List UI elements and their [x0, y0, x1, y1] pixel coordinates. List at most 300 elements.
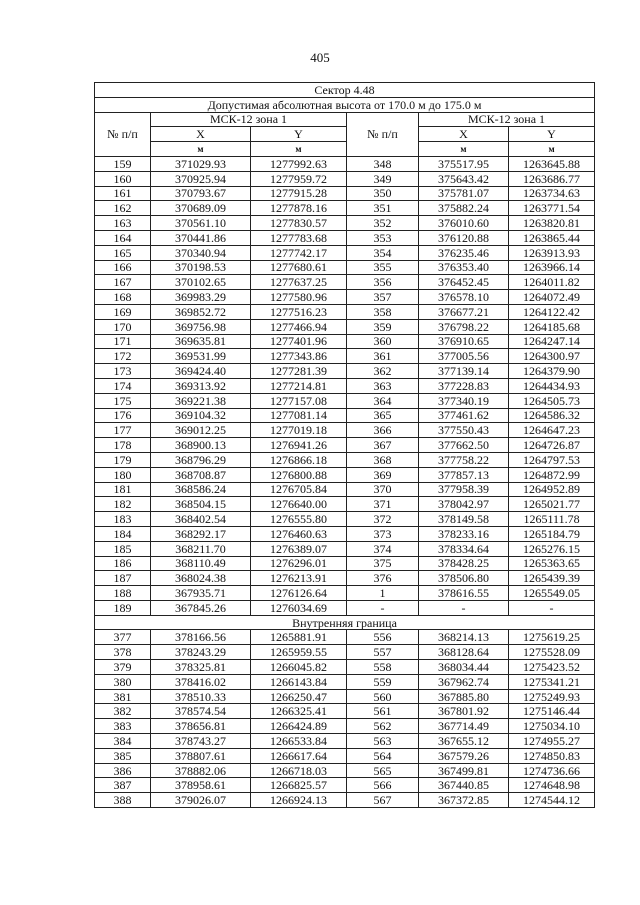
table-cell: 378334.64	[419, 541, 509, 556]
table-cell: 367655.12	[419, 734, 509, 749]
table-cell: 386	[95, 763, 151, 778]
table-cell: 1277281.39	[251, 364, 347, 379]
table-cell: 377958.39	[419, 482, 509, 497]
inner-boundary-title: Внутренняя граница	[95, 615, 595, 630]
table-cell: 1274850.83	[509, 748, 595, 763]
table-cell: 1264122.42	[509, 304, 595, 319]
table-cell: 376010.60	[419, 216, 509, 231]
table-cell: 1	[347, 586, 419, 601]
table-row	[95, 393, 595, 408]
table-cell: 163	[95, 216, 151, 231]
table-cell: 1276389.07	[251, 541, 347, 556]
table-cell: 562	[347, 719, 419, 734]
table-cell: 368110.49	[151, 556, 251, 571]
table-cell: 1276640.00	[251, 497, 347, 512]
table-cell: 564	[347, 748, 419, 763]
table-cell: 370793.67	[151, 186, 251, 201]
table-row	[95, 793, 595, 808]
table-row	[95, 512, 595, 527]
table-cell: 1277466.94	[251, 319, 347, 334]
table-cell: 378149.58	[419, 512, 509, 527]
table-row	[95, 186, 595, 201]
table-cell: 375882.24	[419, 201, 509, 216]
table-cell: 378807.61	[151, 748, 251, 763]
table-cell: 368128.64	[419, 645, 509, 660]
table-row	[95, 689, 595, 704]
table-cell: 368292.17	[151, 526, 251, 541]
table-cell: 1266825.57	[251, 778, 347, 793]
table-row	[95, 171, 595, 186]
table-cell: 369104.32	[151, 408, 251, 423]
table-cell: 367801.92	[419, 704, 509, 719]
table-cell: 1266924.13	[251, 793, 347, 808]
col-header-no-left: № п/п	[95, 112, 151, 156]
height-range-title: Допустимая абсолютная высота от 170.0 м до 175.0 м	[95, 97, 595, 112]
table-cell: 1264434.93	[509, 378, 595, 393]
table-cell: 1264952.89	[509, 482, 595, 497]
table-cell: 160	[95, 171, 151, 186]
table-row	[95, 230, 595, 245]
table-cell: 1277742.17	[251, 245, 347, 260]
table-row	[95, 674, 595, 689]
table-cell: 367499.81	[419, 763, 509, 778]
table-cell: 367962.74	[419, 674, 509, 689]
table-cell: 1276705.84	[251, 482, 347, 497]
table-cell: 376677.21	[419, 304, 509, 319]
table-cell: 367579.26	[419, 748, 509, 763]
table-cell: 367372.85	[419, 793, 509, 808]
table-cell: 1264247.14	[509, 334, 595, 349]
table-cell: 367440.85	[419, 778, 509, 793]
table-cell: 169	[95, 304, 151, 319]
table-cell: 353	[347, 230, 419, 245]
table-cell: 363	[347, 378, 419, 393]
table-row	[95, 364, 595, 379]
table-cell: 351	[347, 201, 419, 216]
table-cell: 175	[95, 393, 151, 408]
table-cell: 176	[95, 408, 151, 423]
table-row	[95, 497, 595, 512]
table-cell: 563	[347, 734, 419, 749]
table-cell: 1276555.80	[251, 512, 347, 527]
table-cell: 1277992.63	[251, 156, 347, 171]
table-cell: 352	[347, 216, 419, 231]
table-cell: 369	[347, 467, 419, 482]
table-cell: 378428.25	[419, 556, 509, 571]
table-cell: 368214.13	[419, 630, 509, 645]
table-cell: 369852.72	[151, 304, 251, 319]
table-cell: 1275341.21	[509, 674, 595, 689]
table-cell: 376578.10	[419, 290, 509, 305]
table-cell: 1264300.97	[509, 349, 595, 364]
table-cell: 1265881.91	[251, 630, 347, 645]
table-cell: 378416.02	[151, 674, 251, 689]
table-cell: 1276460.63	[251, 526, 347, 541]
table-cell: 1277783.68	[251, 230, 347, 245]
table-cell: 1263913.93	[509, 245, 595, 260]
table-cell: 556	[347, 630, 419, 645]
table-cell: 377662.50	[419, 438, 509, 453]
table-cell: 1275249.93	[509, 689, 595, 704]
table-cell: 369756.98	[151, 319, 251, 334]
table-row	[95, 452, 595, 467]
table-cell: 1266045.82	[251, 660, 347, 675]
table-cell: 1277401.96	[251, 334, 347, 349]
table-cell: 1265363.65	[509, 556, 595, 571]
table-cell: 1276126.64	[251, 586, 347, 601]
table-cell: 371029.93	[151, 156, 251, 171]
table-row	[95, 482, 595, 497]
table-cell: 1263645.88	[509, 156, 595, 171]
table-cell: 1274544.12	[509, 793, 595, 808]
x-header-left: X	[151, 127, 251, 142]
table-cell: 375781.07	[419, 186, 509, 201]
table-cell: 1276800.88	[251, 467, 347, 482]
table-cell: 367714.49	[419, 719, 509, 734]
table-cell: 378958.61	[151, 778, 251, 793]
coordinates-table	[94, 82, 595, 808]
table-cell: 377	[95, 630, 151, 645]
table-cell: 182	[95, 497, 151, 512]
table-cell: 561	[347, 704, 419, 719]
table-cell: 1265111.78	[509, 512, 595, 527]
table-cell: 388	[95, 793, 151, 808]
table-cell: 1263686.77	[509, 171, 595, 186]
table-cell: 1264872.99	[509, 467, 595, 482]
table-cell: 378882.06	[151, 763, 251, 778]
table-cell: 368034.44	[419, 660, 509, 675]
table-row	[95, 334, 595, 349]
table-cell: 558	[347, 660, 419, 675]
table-cell: 1266325.41	[251, 704, 347, 719]
table-cell: 369983.29	[151, 290, 251, 305]
table-cell: 364	[347, 393, 419, 408]
table-cell: 367935.71	[151, 586, 251, 601]
table-cell: 189	[95, 600, 151, 615]
table-cell: 1277959.72	[251, 171, 347, 186]
table-cell: 378616.55	[419, 586, 509, 601]
table-cell: 566	[347, 778, 419, 793]
table-row	[95, 290, 595, 305]
table-cell: 370925.94	[151, 171, 251, 186]
table-cell: -	[419, 600, 509, 615]
zone-header-left: МСК-12 зона 1	[151, 112, 347, 127]
table-row	[95, 319, 595, 334]
table-cell: 378325.81	[151, 660, 251, 675]
table-row	[95, 245, 595, 260]
table-row	[95, 408, 595, 423]
table-cell: 1275528.09	[509, 645, 595, 660]
table-cell: 1263966.14	[509, 260, 595, 275]
table-cell: 376	[347, 571, 419, 586]
table-cell: 368708.87	[151, 467, 251, 482]
unit-y-right: м	[509, 142, 595, 157]
table-cell: 374	[347, 541, 419, 556]
table-cell: 378	[95, 645, 151, 660]
table-cell: 1266617.64	[251, 748, 347, 763]
table-cell: 1265549.05	[509, 586, 595, 601]
table-cell: 1277157.08	[251, 393, 347, 408]
table-cell: 1275146.44	[509, 704, 595, 719]
table-cell: 370561.10	[151, 216, 251, 231]
table-cell: 1274955.27	[509, 734, 595, 749]
table-cell: 377139.14	[419, 364, 509, 379]
table-cell: 368	[347, 452, 419, 467]
coordinates-table-body	[95, 83, 595, 616]
table-cell: 376120.88	[419, 230, 509, 245]
table-row	[95, 630, 595, 645]
table-row	[95, 541, 595, 556]
table-cell: 1277516.23	[251, 304, 347, 319]
table-cell: 187	[95, 571, 151, 586]
table-row	[95, 719, 595, 734]
table-cell: -	[509, 600, 595, 615]
table-cell: 370102.65	[151, 275, 251, 290]
table-cell: 177	[95, 423, 151, 438]
table-cell: 368900.13	[151, 438, 251, 453]
table-row	[95, 378, 595, 393]
table-cell: 349	[347, 171, 419, 186]
table-cell: 180	[95, 467, 151, 482]
table-cell: 367885.80	[419, 689, 509, 704]
table-cell: 1277637.25	[251, 275, 347, 290]
table-cell: 1265021.77	[509, 497, 595, 512]
table-cell: 183	[95, 512, 151, 527]
table-cell: 1275619.25	[509, 630, 595, 645]
table-cell: 368796.29	[151, 452, 251, 467]
table-cell: 377228.83	[419, 378, 509, 393]
inner-boundary-body	[95, 630, 595, 808]
zone-header-right: МСК-12 зона 1	[419, 112, 595, 127]
table-cell: 165	[95, 245, 151, 260]
table-cell: 181	[95, 482, 151, 497]
table-cell: 361	[347, 349, 419, 364]
table-cell: 1277915.28	[251, 186, 347, 201]
table-cell: 1276941.26	[251, 438, 347, 453]
table-row	[95, 216, 595, 231]
table-cell: 1266424.89	[251, 719, 347, 734]
table-row	[95, 645, 595, 660]
table-row	[95, 260, 595, 275]
x-header-right: X	[419, 127, 509, 142]
table-cell: 1275423.52	[509, 660, 595, 675]
table-cell: 1266143.84	[251, 674, 347, 689]
table-cell: 1263771.54	[509, 201, 595, 216]
table-cell: 186	[95, 556, 151, 571]
table-row	[95, 467, 595, 482]
table-cell: 567	[347, 793, 419, 808]
table-cell: 378166.56	[151, 630, 251, 645]
table-cell: 1277081.14	[251, 408, 347, 423]
col-header-no-right: № п/п	[347, 112, 419, 156]
table-cell: 166	[95, 260, 151, 275]
table-cell: 375517.95	[419, 156, 509, 171]
table-cell: 371	[347, 497, 419, 512]
table-cell: 1276296.01	[251, 556, 347, 571]
table-row	[95, 423, 595, 438]
table-cell: 381	[95, 689, 151, 704]
table-cell: 167	[95, 275, 151, 290]
table-row	[95, 275, 595, 290]
table-cell: 369635.81	[151, 334, 251, 349]
table-row	[95, 438, 595, 453]
table-cell: 378656.81	[151, 719, 251, 734]
table-cell: 373	[347, 526, 419, 541]
table-cell: 1277878.16	[251, 201, 347, 216]
table-cell: 368402.54	[151, 512, 251, 527]
table-cell: 1266718.03	[251, 763, 347, 778]
table-cell: 1276034.69	[251, 600, 347, 615]
table-cell: 387	[95, 778, 151, 793]
table-cell: 375	[347, 556, 419, 571]
table-row	[95, 201, 595, 216]
unit-x-left: м	[151, 142, 251, 157]
table-cell: 355	[347, 260, 419, 275]
table-cell: 172	[95, 349, 151, 364]
table-row	[95, 526, 595, 541]
table-cell: 369012.25	[151, 423, 251, 438]
table-cell: 372	[347, 512, 419, 527]
table-cell: 369531.99	[151, 349, 251, 364]
table-cell: 184	[95, 526, 151, 541]
table-row	[95, 748, 595, 763]
table-row	[95, 349, 595, 364]
table-cell: 376235.46	[419, 245, 509, 260]
table-cell: 164	[95, 230, 151, 245]
table-cell: 1277019.18	[251, 423, 347, 438]
table-cell: 384	[95, 734, 151, 749]
table-cell: 378510.33	[151, 689, 251, 704]
table-cell: 378243.29	[151, 645, 251, 660]
table-cell: 1265439.39	[509, 571, 595, 586]
table-cell: 179	[95, 452, 151, 467]
table-row	[95, 156, 595, 171]
table-cell: 379	[95, 660, 151, 675]
table-cell: 159	[95, 156, 151, 171]
table-cell: 173	[95, 364, 151, 379]
table-cell: 1264586.32	[509, 408, 595, 423]
table-cell: 565	[347, 763, 419, 778]
table-cell: 375643.42	[419, 171, 509, 186]
table-row	[95, 571, 595, 586]
table-cell: 368211.70	[151, 541, 251, 556]
table-cell: 161	[95, 186, 151, 201]
table-cell: 376452.45	[419, 275, 509, 290]
table-cell: 370198.53	[151, 260, 251, 275]
table-cell: 1266250.47	[251, 689, 347, 704]
table-cell: 377550.43	[419, 423, 509, 438]
table-cell: 369424.40	[151, 364, 251, 379]
y-header-left: Y	[251, 127, 347, 142]
table-cell: 369313.92	[151, 378, 251, 393]
table-cell: 1265959.55	[251, 645, 347, 660]
table-cell: 1266533.84	[251, 734, 347, 749]
unit-y-left: м	[251, 142, 347, 157]
table-row	[95, 304, 595, 319]
table-cell: 360	[347, 334, 419, 349]
table-cell: 1264647.23	[509, 423, 595, 438]
table-cell: 1277680.61	[251, 260, 347, 275]
table-cell: 1264072.49	[509, 290, 595, 305]
table-cell: 1264185.68	[509, 319, 595, 334]
table-cell: 385	[95, 748, 151, 763]
table-cell: 367	[347, 438, 419, 453]
table-cell: 377461.62	[419, 408, 509, 423]
table-cell: 370441.86	[151, 230, 251, 245]
table-cell: 1263820.81	[509, 216, 595, 231]
table-cell: 1264011.82	[509, 275, 595, 290]
table-cell: 377758.22	[419, 452, 509, 467]
table-cell: 348	[347, 156, 419, 171]
table-cell: 378042.97	[419, 497, 509, 512]
table-cell: 377340.19	[419, 393, 509, 408]
table-cell: 1264726.87	[509, 438, 595, 453]
table-cell: 368586.24	[151, 482, 251, 497]
unit-x-right: м	[419, 142, 509, 157]
table-cell: 557	[347, 645, 419, 660]
table-cell: 367845.26	[151, 600, 251, 615]
table-cell: 370	[347, 482, 419, 497]
table-cell: 170	[95, 319, 151, 334]
table-cell: 358	[347, 304, 419, 319]
table-cell: 357	[347, 290, 419, 305]
y-header-right: Y	[509, 127, 595, 142]
table-row	[95, 704, 595, 719]
table-cell: 350	[347, 186, 419, 201]
table-cell: 1274648.98	[509, 778, 595, 793]
table-cell: 1277214.81	[251, 378, 347, 393]
table-cell: 380	[95, 674, 151, 689]
table-cell: 168	[95, 290, 151, 305]
table-cell: 171	[95, 334, 151, 349]
table-cell: 383	[95, 719, 151, 734]
table-cell: 366	[347, 423, 419, 438]
table-cell: 376910.65	[419, 334, 509, 349]
table-cell: 369221.38	[151, 393, 251, 408]
table-cell: 188	[95, 586, 151, 601]
page-number: 405	[310, 50, 330, 65]
table-cell: 376798.22	[419, 319, 509, 334]
table-cell: 376353.40	[419, 260, 509, 275]
table-row	[95, 556, 595, 571]
inner-boundary-section	[95, 615, 595, 630]
table-cell: 560	[347, 689, 419, 704]
table-cell: 178	[95, 438, 151, 453]
table-cell: 354	[347, 245, 419, 260]
table-cell: 378506.80	[419, 571, 509, 586]
table-cell: 1276213.91	[251, 571, 347, 586]
table-cell: 365	[347, 408, 419, 423]
sector-title: Сектор 4.48	[95, 83, 595, 98]
table-cell: 162	[95, 201, 151, 216]
table-cell: 1265276.15	[509, 541, 595, 556]
table-cell: 382	[95, 704, 151, 719]
table-cell: 377005.56	[419, 349, 509, 364]
table-cell: 1277580.96	[251, 290, 347, 305]
table-cell: 1264505.73	[509, 393, 595, 408]
table-cell: 377857.13	[419, 467, 509, 482]
table-cell: 362	[347, 364, 419, 379]
table-cell: 1275034.10	[509, 719, 595, 734]
table-cell: 1264797.53	[509, 452, 595, 467]
table-cell: 356	[347, 275, 419, 290]
table-cell: 559	[347, 674, 419, 689]
table-cell: 370340.94	[151, 245, 251, 260]
table-cell: 368504.15	[151, 497, 251, 512]
table-cell: 1265184.79	[509, 526, 595, 541]
table-cell: 359	[347, 319, 419, 334]
table-row	[95, 778, 595, 793]
